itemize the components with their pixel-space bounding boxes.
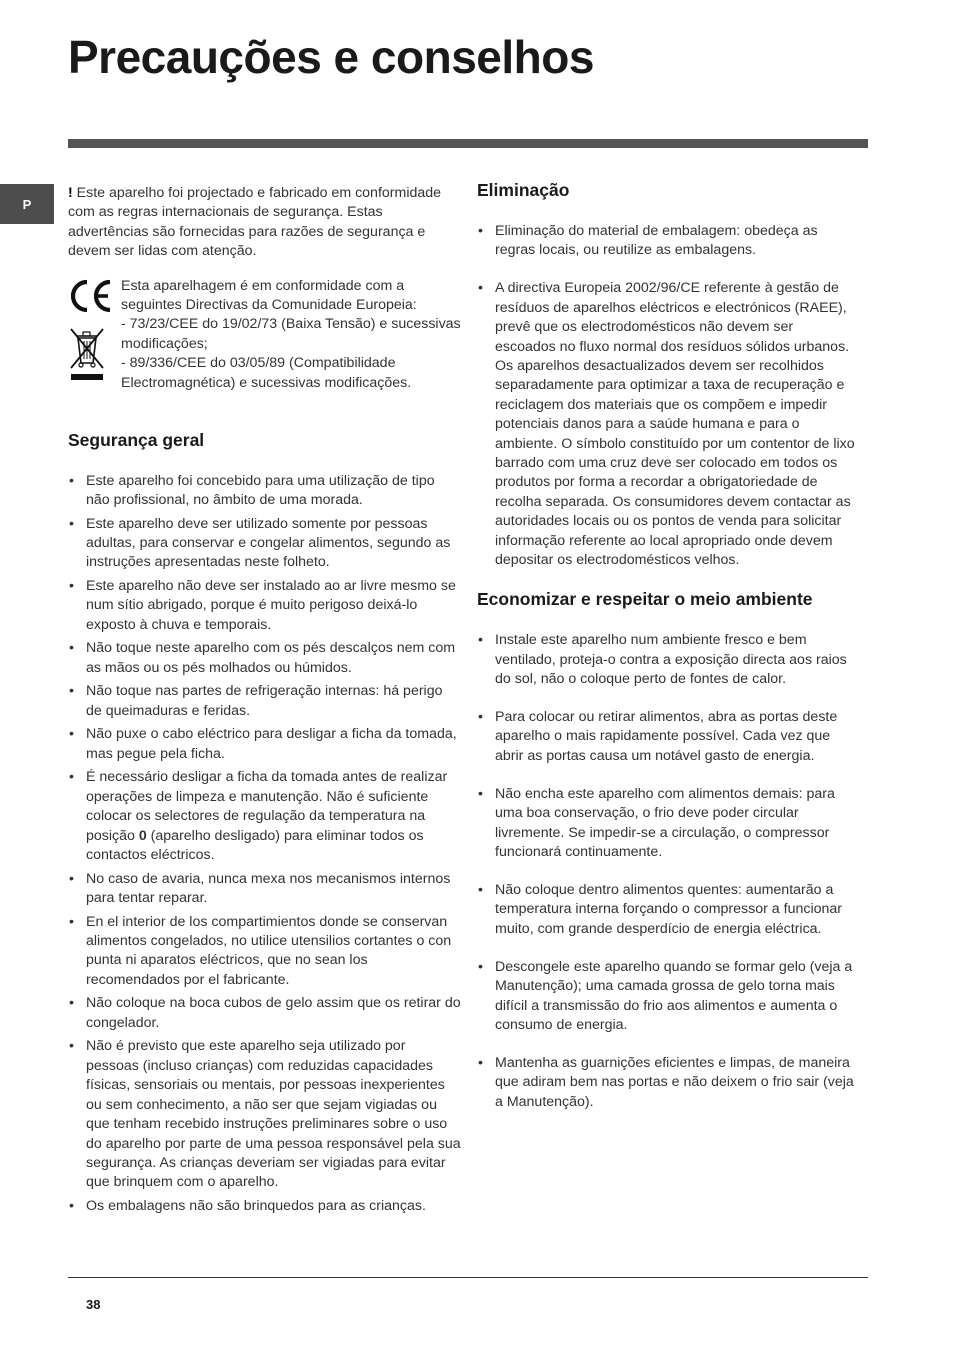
list-item <box>68 768 462 865</box>
language-tab: P <box>0 184 54 224</box>
eliminacao-heading: Eliminação <box>477 180 570 200</box>
ce-mark-icon <box>68 279 114 313</box>
list-item: • Instale este aparelho num ambiente fresco e bem ventilado, proteja-o contra a exposição directa aos raios do sol, não o coloque perto de fontes de calor. <box>477 631 857 689</box>
list-item: • Este aparelho deve ser utilizado somente por pessoas adultas, para conservar e congelar alimentos, segundo as instruções apresentadas neste folheto. <box>68 515 462 573</box>
directive-icons <box>68 279 116 387</box>
page-number: 38 <box>86 1297 101 1312</box>
list-item: • Os embalagens não são brinquedos para as crianças. <box>68 1197 462 1216</box>
list-item: • Este aparelho não deve ser instalado ao ar livre mesmo se num sítio abrigado, porque é muito perigoso deixá-lo exposto à chuva e temporais. <box>68 577 462 635</box>
list-item: • Este aparelho foi concebido para uma utilização de tipo não profissional, no âmbito de uma morada. <box>68 472 462 511</box>
list-item: • Não toque nas partes de refrigeração internas: há perigo de queimaduras e feridas. <box>68 682 462 721</box>
directive-line: - 89/336/CEE do 03/05/89 (Compatibilidade Electromagnética) e sucessivas modificações. <box>121 355 412 391</box>
list-item: • Não encha este aparelho com alimentos demais: para uma boa conservação, o frio deve poder circular livremente. Se impedir-se a circulação, o compressor funcionará continuamente. <box>477 785 857 863</box>
list-item: • Descongele este aparelho quando se formar gelo (veja a Manutenção); uma camada grossa de gelo torna mais difícil a transmissão do frio aos alimentos e aumenta o consumo de energia. <box>477 958 857 1036</box>
intro-paragraph <box>68 184 462 262</box>
list-item: • Não toque neste aparelho com os pés descalços nem com as mãos ou os pés molhados ou húmidos. <box>68 639 462 678</box>
directives-text <box>121 277 461 393</box>
directive-line: Esta aparelhagem é em conformidade com a seguintes Directivas da Comunidade Europeia: <box>121 277 417 314</box>
economizar-heading: Economizar e respeitar o meio ambiente <box>477 589 813 610</box>
list-item: • Mantenha as guarnições eficientes e limpas, de maneira que adiram bem nas portas e não deixem o frio sair (veja a Manutenção). <box>477 1054 857 1112</box>
list-item: • En el interior de los compartimientos donde se conservan alimentos congelados, no utilice utensilios cortantes o con punta ni aparatos eléctricos, que no sean los recomendados por el fabricante. <box>68 913 462 991</box>
title-divider <box>68 139 868 148</box>
list-item-text: (aparelho desligado) para eliminar todos os contactos eléctricos. <box>86 827 424 864</box>
list-item: • Não coloque dentro alimentos quentes: aumentarão a temperatura interna forçando o compressor a funcionar muito, com grande desperdício de energia eléctrica. <box>477 881 857 939</box>
right-column <box>477 180 857 1131</box>
list-item: • Não coloque na boca cubos de gelo assim que os retirar do congelador. <box>68 994 462 1033</box>
position-zero: 0 <box>138 827 147 844</box>
directive-line: - 73/23/CEE do 19/02/73 (Baixa Tensão) e sucessivas modificações; <box>121 316 461 352</box>
list-item: • Eliminação do material de embalagem: obedeça as regras locais, ou reutilize as embalagens. <box>477 222 857 261</box>
eliminacao-list <box>477 222 857 571</box>
seguranca-heading: Segurança geral <box>68 429 205 450</box>
economizar-list <box>477 631 857 1112</box>
directives-block <box>68 277 462 397</box>
seguranca-list <box>68 472 462 1217</box>
list-item: • A directiva Europeia 2002/96/CE referente à gestão de resíduos de aparelhos eléctricos e electrónicos (RAEE), prevê que os electrodomésticos não devem ser escoados no fluxo normal dos resíduos sólidos urbanos. Os aparelhos desactualizados devem ser recolhidos separadamente para optimizar a taxa de recuperação e reciclagem dos materiais que os compõem e impedir potenciais danos para a saúde humana e para o ambiente. O símbolo constituído por um contentor de lixo barrado com uma cruz deve ser colocado em todos os produtos por forma a recordar a obrigatoriedade de recolha separada. Os consumidores devem contactar as autoridades locais ou os pontos de venda para solicitar informação referente ao local apropriado onde devem depositar os electrodomésticos velhos. <box>477 279 857 570</box>
page-title: Precauções e conselhos <box>68 31 594 83</box>
list-item-text: É necessário desligar a ficha da tomada antes de realizar operações de limpeza e manutenção. Não é suficiente colocar os selectores de regulação da temperatura na posição <box>86 769 448 844</box>
list-item: • Não puxe o cabo eléctrico para desligar a ficha da tomada, mas pegue pela ficha. <box>68 725 462 764</box>
list-item: • Para colocar ou retirar alimentos, abra as portas deste aparelho o mais rapidamente possível. Cada vez que abrir as portas causa um notável gasto de energia. <box>477 708 857 766</box>
left-column <box>68 184 462 1221</box>
list-item: • No caso de avaria, nunca mexa nos mecanismos internos para tentar reparar. <box>68 870 462 909</box>
footer-divider <box>68 1277 868 1278</box>
crossed-bin-icon <box>68 326 106 382</box>
warning-mark: ! <box>68 185 73 201</box>
intro-text: Este aparelho foi projectado e fabricado em conformidade com as regras internacionais de segurança. Estas advertências são fornecidas para razões de segurança e devem ser lidas com atenção. <box>68 185 442 260</box>
list-item: • Não é previsto que este aparelho seja utilizado por pessoas (incluso crianças) com reduzidas capacidades físicas, sensoriais ou mentais, por pessoas inexperientes ou sem conhecimento, a não ser que sejam vigiadas ou que tenham recebido instruções preliminares sobre o uso do aparelho por parte de uma pessoa responsável pela sua segurança. As crianças deveriam ser vigiadas para evitar que brinquem com o aparelho. <box>68 1037 462 1192</box>
